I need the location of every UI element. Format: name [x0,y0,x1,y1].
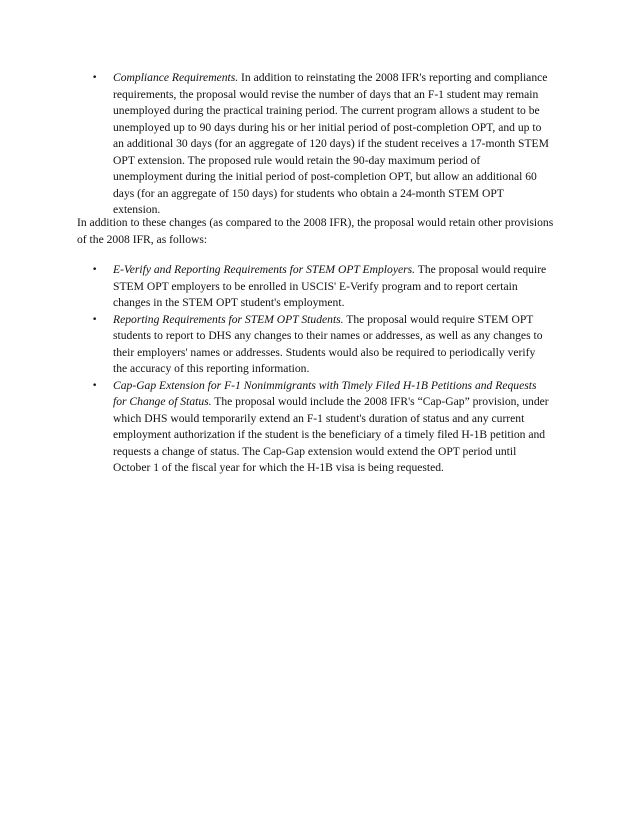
retained-provisions-list [0,262,638,477]
bullet-lead-heading: Reporting Requirements for STEM OPT Students. [113,312,344,326]
bullet-lead-heading: Compliance Requirements. [113,71,239,84]
bullet-item-cap-gap-extension [0,378,638,477]
bullet-item-student-reporting [0,312,638,378]
bullet-item-everify-employers [0,262,638,312]
bullet-item-compliance-requirements [0,70,638,219]
bullet-marker: • [92,265,98,275]
bullet-body-text: The proposal would require STEM OPT employers to be enrolled in USCIS' E-Verify program and to report certain changes in the STEM OPT student's employment. [113,263,547,309]
body-paragraph: In addition to these changes (as compared to the 2008 IFR), the proposal would retain other provisions of the 2008 IFR, as follows: [77,216,554,246]
bullet-marker: • [92,380,98,391]
bullet-body-text: In addition to reinstating the 2008 IFR's reporting and compliance requirements, the proposal would revise the number of days that an F-1 student may remain unemployed during the practical training period. The current program allows a student to be unemployed up to 90 days during his or her initial period of post-completion OPT, and up to an additional 30 days (for an aggregate of 120 days) if the student receives a 17-month STEM OPT extension. The proposed rule would retain the 90-day maximum period of unemployment during the initial period of post-completion OPT, but allow an additional 60 days (for an aggregate of 150 days) for students who obtain a 24-month STEM OPT extension. [113,71,549,216]
bullet-body-text: The proposal would require STEM OPT students to report to DHS any changes to their names or addresses, as well as any changes to their employers' names or addresses. Students would also be required to periodically verify the accuracy of this reporting information. [113,312,543,375]
bullet-body-text: The proposal would include the 2008 IFR's “Cap-Gap” provision, under which DHS would temporarily extend an F-1 student's duration of status and any current employment authorization if the student is the beneficiary of a timely filed H-1B petition and requests a change of status. The Cap-Gap extension would extend the OPT period until October 1 of the fiscal year for which the H-1B visa is being requested. [113,395,549,474]
bullet-marker: • [92,73,98,83]
bullet-lead-heading: E-Verify and Reporting Requirements for STEM OPT Employers. [113,263,416,276]
bullet-lead-heading: Cap-Gap Extension for F-1 Nonimmigrants with Timely Filed H-1B Petitions and Requests for Change of Status. [113,378,537,408]
bullet-marker: • [92,314,98,325]
compliance-bullet-list [0,70,638,219]
